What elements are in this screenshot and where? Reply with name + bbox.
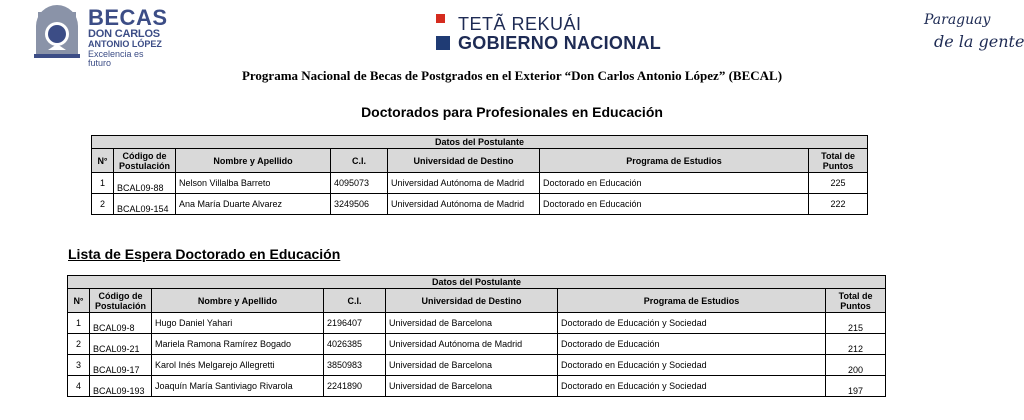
- col-header-program: Programa de Estudios: [540, 149, 809, 173]
- gobierno-flag-icon: [436, 14, 452, 52]
- col-header-points: Total de Puntos: [809, 149, 868, 173]
- program-title: Programa Nacional de Becas de Postgrados en el Exterior “Don Carlos Antonio López” (BECAL): [241, 68, 783, 83]
- col-header-points: Total de Puntos: [826, 289, 886, 313]
- row-ci: 3249506: [331, 194, 388, 215]
- col-header-number: N°: [92, 149, 114, 173]
- table-row: [68, 334, 886, 355]
- table-row: [68, 376, 886, 397]
- row-university: Universidad Autónoma de Madrid: [386, 334, 558, 355]
- col-header-university: Universidad de Destino: [386, 289, 558, 313]
- row-points: 212: [826, 334, 886, 355]
- row-number: 2: [92, 194, 114, 215]
- col-header-code: Código de Postulación: [114, 149, 176, 173]
- row-program: Doctorado de Educación: [558, 334, 826, 355]
- row-name: Joaquín María Santiviago Rivarola: [152, 376, 324, 397]
- col-header-name: Nombre y Apellido: [176, 149, 331, 173]
- row-ci: 3850983: [324, 355, 386, 376]
- row-points: 200: [826, 355, 886, 376]
- waitlist-table: [67, 275, 886, 397]
- row-code: BCAL09-21: [90, 334, 152, 355]
- row-university: Universidad de Barcelona: [386, 376, 558, 397]
- row-ci: 4095073: [331, 173, 388, 194]
- row-name: Mariela Ramona Ramírez Bogado: [152, 334, 324, 355]
- country-logo-line2: de la gente: [934, 32, 1024, 51]
- becal-logo-line1: DON CARLOS: [88, 28, 160, 40]
- col-header-university: Universidad de Destino: [388, 149, 540, 173]
- row-points: 215: [826, 313, 886, 334]
- row-program: Doctorado en Educación y Sociedad: [558, 376, 826, 397]
- table-column-headers: [68, 289, 886, 313]
- gov-logo-line1: TETÃ REKUÁI: [458, 14, 582, 34]
- row-program: Doctorado en Educación y Sociedad: [558, 355, 826, 376]
- row-ci: 4026385: [324, 334, 386, 355]
- row-number: 1: [68, 313, 90, 334]
- col-header-program: Programa de Estudios: [558, 289, 826, 313]
- row-code: BCAL09-17: [90, 355, 152, 376]
- row-ci: 2241890: [324, 376, 386, 397]
- selected-applicants-table: [91, 135, 868, 215]
- row-name: Karol Inés Melgarejo Allegretti: [152, 355, 324, 376]
- row-university: Universidad de Barcelona: [386, 355, 558, 376]
- table-column-headers: [92, 149, 868, 173]
- row-points: 225: [809, 173, 868, 194]
- col-header-number: N°: [68, 289, 90, 313]
- row-name: Ana María Duarte Alvarez: [176, 194, 331, 215]
- paraguay-de-la-gente-logo: [918, 12, 1024, 60]
- row-number: 2: [68, 334, 90, 355]
- col-header-ci: C.I.: [331, 149, 388, 173]
- row-code: BCAL09-88: [114, 173, 176, 194]
- row-name: Nelson Villalba Barreto: [176, 173, 331, 194]
- table-row: [92, 173, 868, 194]
- row-university: Universidad de Barcelona: [386, 313, 558, 334]
- table-row: [68, 355, 886, 376]
- becal-emblem-icon: [30, 4, 84, 62]
- becal-logo-line2: ANTONIO LÓPEZ: [88, 39, 162, 49]
- row-number: 1: [92, 173, 114, 194]
- col-header-code: Código de Postulación: [90, 289, 152, 313]
- row-program: Doctorado de Educación y Sociedad: [558, 313, 826, 334]
- section-title: Doctorados para Profesionales en Educación: [361, 104, 663, 120]
- row-code: BCAL09-8: [90, 313, 152, 334]
- row-points: 222: [809, 194, 868, 215]
- row-points: 197: [826, 376, 886, 397]
- row-program: Doctorado en Educación: [540, 194, 809, 215]
- row-number: 4: [68, 376, 90, 397]
- gov-logo-line2: GOBIERNO NACIONAL: [458, 33, 662, 53]
- row-name: Hugo Daniel Yahari: [152, 313, 324, 334]
- table-band-header: Datos del Postulante: [68, 276, 886, 289]
- waitlist-title: Lista de Espera Doctorado en Educación: [68, 246, 341, 262]
- table-row: [92, 194, 868, 215]
- col-header-ci: C.I.: [324, 289, 386, 313]
- page-header: [0, 0, 1024, 66]
- row-code: BCAL09-154: [114, 194, 176, 215]
- row-number: 3: [68, 355, 90, 376]
- row-program: Doctorado en Educación: [540, 173, 809, 194]
- country-logo-line1: Paraguay: [924, 12, 991, 28]
- table-band-header: Datos del Postulante: [92, 136, 868, 149]
- becal-logo-tagline: Excelencia es futuro: [88, 49, 144, 68]
- table-row: [68, 313, 886, 334]
- row-university: Universidad Autónoma de Madrid: [388, 194, 540, 215]
- row-university: Universidad Autónoma de Madrid: [388, 173, 540, 194]
- gobierno-nacional-logo: [436, 14, 676, 54]
- row-code: BCAL09-193: [90, 376, 152, 397]
- becal-logo-name: BECAS: [88, 5, 168, 30]
- col-header-name: Nombre y Apellido: [152, 289, 324, 313]
- row-ci: 2196407: [324, 313, 386, 334]
- becal-logo: [30, 4, 168, 68]
